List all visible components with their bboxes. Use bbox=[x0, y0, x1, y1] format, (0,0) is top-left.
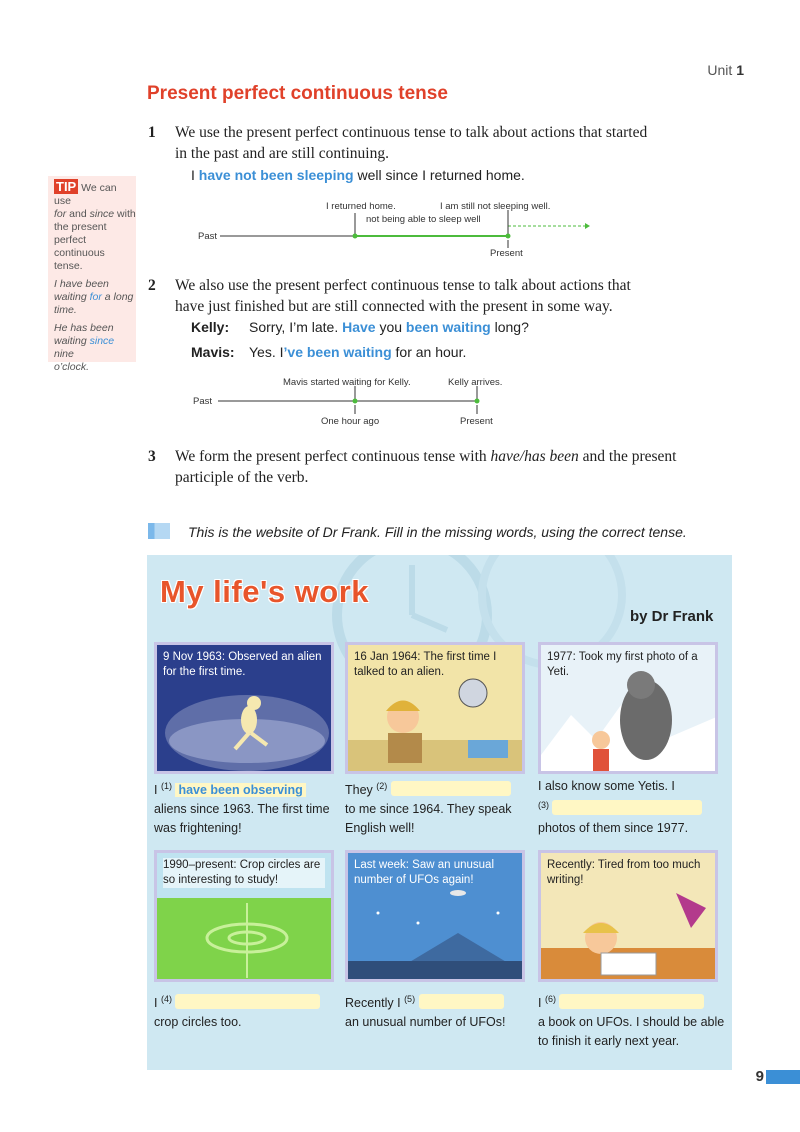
tip-example: waiting bbox=[54, 291, 90, 303]
timeline-past-label: Past bbox=[198, 231, 218, 242]
card-caption: 16 Jan 1964: The first time I talked to an alien. bbox=[354, 651, 497, 678]
star bbox=[417, 922, 420, 925]
card-text: to me since 1964. They speak English well! bbox=[345, 802, 512, 836]
speaker-name: Mavis: bbox=[191, 344, 235, 360]
tip-text: continuous tense. bbox=[54, 247, 105, 272]
tip-example: I have been bbox=[54, 278, 109, 290]
satellite-dish bbox=[459, 679, 487, 707]
exercise-instruction: This is the website of Dr Frank. Fill in the missing words, using the correct tense. bbox=[188, 524, 687, 540]
card-2-text bbox=[345, 777, 530, 838]
point-emphasis: have/has been bbox=[490, 448, 579, 465]
timeline-past-label: Past bbox=[193, 396, 213, 407]
present-dot bbox=[506, 234, 511, 239]
example-1 bbox=[191, 167, 525, 183]
card-1-text bbox=[154, 777, 334, 838]
star bbox=[377, 912, 380, 915]
card-text: an unusual number of UFOs! bbox=[345, 1015, 506, 1030]
point-1-text bbox=[175, 122, 735, 164]
card-text: I bbox=[538, 996, 545, 1011]
star bbox=[497, 912, 500, 915]
dialogue-text: you bbox=[375, 319, 406, 335]
card-text: I bbox=[154, 783, 161, 798]
exercise-icon bbox=[148, 523, 170, 539]
town bbox=[348, 961, 525, 982]
tip-text: the present perfect bbox=[54, 221, 107, 246]
point-line: We use the present perfect continuous tense to talk about actions that started bbox=[175, 124, 648, 141]
tip-example: a long bbox=[101, 291, 134, 303]
card-text: photos of them since 1977. bbox=[538, 821, 689, 836]
answer-blank-3[interactable] bbox=[552, 800, 702, 815]
blank-number: (6) bbox=[544, 994, 556, 1004]
timeline-span-label: not being able to sleep well bbox=[366, 214, 481, 225]
tip-example: o’clock. bbox=[54, 361, 90, 373]
tip-text: and bbox=[66, 208, 90, 220]
point-number: 2 bbox=[148, 277, 156, 294]
card-4-image bbox=[154, 850, 334, 982]
card-6-image bbox=[538, 850, 718, 982]
card-text: I bbox=[154, 996, 161, 1011]
dialogue-highlight: Have bbox=[342, 319, 376, 335]
point-number: 1 bbox=[148, 124, 156, 141]
tip-example: nine bbox=[54, 348, 74, 360]
tip-box bbox=[48, 176, 136, 373]
section-title: Present perfect continuous tense bbox=[147, 83, 448, 104]
continuation-arrowhead bbox=[585, 223, 590, 229]
mountain bbox=[408, 933, 508, 963]
dialogue-text: Sorry, I’m late. bbox=[249, 319, 343, 335]
tip-tag: TIP bbox=[56, 179, 77, 194]
tip-example: time. bbox=[54, 304, 77, 316]
ufo bbox=[450, 890, 466, 896]
timeline-event1: Mavis started waiting for Kelly. bbox=[283, 377, 411, 388]
timeline-1 bbox=[190, 196, 610, 264]
answer-blank-5[interactable] bbox=[419, 994, 504, 1009]
filled-answer: have been observing bbox=[175, 783, 305, 797]
tip-example-highlight: since bbox=[89, 335, 115, 347]
card-text: a book on UFOs. I should be able to finish it early next year. bbox=[538, 1015, 725, 1049]
answer-blank-4[interactable] bbox=[175, 994, 320, 1009]
tip-text: with bbox=[114, 208, 136, 220]
dialogue-kelly bbox=[191, 319, 529, 335]
point-2 bbox=[148, 275, 156, 296]
unit-number: 1 bbox=[736, 62, 744, 78]
person-head bbox=[592, 731, 610, 749]
tip-example: waiting bbox=[54, 335, 90, 347]
timeline-2 bbox=[190, 372, 520, 430]
card-text: Recently I bbox=[345, 996, 405, 1011]
tip-example: He has been bbox=[54, 322, 114, 334]
example-text: well since I returned home. bbox=[353, 167, 525, 183]
dialogue-highlight: ’ve been waiting bbox=[283, 344, 392, 360]
card-caption: Last week: Saw an unusual number of UFOs again! bbox=[354, 859, 495, 886]
card-2-image bbox=[345, 642, 525, 774]
alien-head bbox=[247, 696, 261, 710]
point-line: We also use the present perfect continuous tense to talk about actions that bbox=[175, 277, 631, 294]
alien-body bbox=[241, 706, 257, 734]
timeline-present-label: Present bbox=[490, 248, 523, 259]
blank-number: (4) bbox=[160, 994, 172, 1004]
card-5-text bbox=[345, 990, 530, 1032]
point-text: We form the present perfect continuous tense with bbox=[175, 448, 491, 465]
blank-number: (5) bbox=[404, 994, 416, 1004]
clock-hand bbox=[412, 615, 447, 630]
person-hair bbox=[386, 701, 420, 712]
timeline-mark1-label: One hour ago bbox=[321, 416, 380, 427]
example-highlight: have not been sleeping bbox=[198, 167, 354, 183]
card-text: crop circles too. bbox=[154, 1015, 242, 1030]
person-hair bbox=[583, 923, 619, 933]
card-1-image bbox=[154, 642, 334, 774]
point-line: participle of the verb. bbox=[175, 469, 309, 486]
point-3 bbox=[148, 446, 156, 467]
tip-em: since bbox=[89, 208, 115, 220]
dialogue-highlight: been waiting bbox=[405, 319, 491, 335]
card-3-text bbox=[538, 777, 723, 838]
radio bbox=[468, 740, 508, 758]
example-text: I bbox=[191, 167, 199, 183]
blank-number: (2) bbox=[376, 781, 388, 791]
dialogue-text: Yes. I bbox=[249, 344, 284, 360]
point-text: and the present bbox=[578, 448, 677, 465]
dialogue-mavis bbox=[191, 344, 466, 360]
present-dot bbox=[475, 399, 480, 404]
answer-blank-2[interactable] bbox=[391, 781, 511, 796]
timeline-event1: I returned home. bbox=[326, 201, 396, 212]
card-caption: 9 Nov 1963: Observed an alien for the first time. bbox=[163, 651, 322, 678]
card-5-image bbox=[345, 850, 525, 982]
website-title: My life's work bbox=[160, 574, 370, 609]
point-1 bbox=[148, 122, 156, 143]
card-caption: 1990–present: Crop circles are so interesting to study! bbox=[163, 858, 325, 888]
papers bbox=[601, 953, 656, 975]
page-tab bbox=[766, 1070, 800, 1084]
card-text: They bbox=[345, 783, 377, 798]
blank-number: (1) bbox=[160, 781, 172, 791]
unit-text: Unit bbox=[707, 62, 733, 78]
person-body bbox=[593, 749, 609, 771]
dialogue-text: for an hour. bbox=[391, 344, 467, 360]
unit-label bbox=[707, 62, 744, 78]
point-2-text bbox=[175, 275, 735, 317]
tip-example-highlight: for bbox=[89, 291, 102, 303]
card-text: aliens since 1963. The first time was frightening! bbox=[154, 802, 330, 836]
event1-dot bbox=[353, 399, 358, 404]
speaker-name: Kelly: bbox=[191, 319, 230, 335]
tip-em: for bbox=[54, 208, 67, 220]
card-4-text bbox=[154, 990, 339, 1032]
tip-text: We can use bbox=[54, 182, 117, 207]
point-line: in the past and are still continuing. bbox=[175, 145, 389, 162]
card-text: I also know some Yetis. I bbox=[538, 779, 675, 793]
blank-number: (3) bbox=[538, 800, 549, 810]
card-6-text bbox=[538, 990, 728, 1051]
point-number: 3 bbox=[148, 448, 156, 465]
answer-blank-6[interactable] bbox=[559, 994, 704, 1009]
point-3-text bbox=[175, 446, 755, 488]
point-line: have just finished but are still connected with the present in some way. bbox=[175, 298, 613, 315]
desk-lamp bbox=[676, 893, 706, 928]
event1-dot bbox=[353, 234, 358, 239]
timeline-present-label: Present bbox=[460, 416, 493, 427]
website-byline: by Dr Frank bbox=[630, 608, 714, 625]
timeline-event2: Kelly arrives. bbox=[448, 377, 503, 388]
timeline-event2: I am still not sleeping well. bbox=[440, 201, 551, 212]
dialogue-text: long? bbox=[490, 319, 529, 335]
card-caption: 1977: Took my first photo of a Yeti. bbox=[547, 651, 698, 678]
card-caption: Recently: Tired from too much writing! bbox=[547, 859, 701, 886]
person-body bbox=[388, 733, 422, 763]
page-number: 9 bbox=[755, 1068, 764, 1085]
card-3-image bbox=[538, 642, 718, 774]
